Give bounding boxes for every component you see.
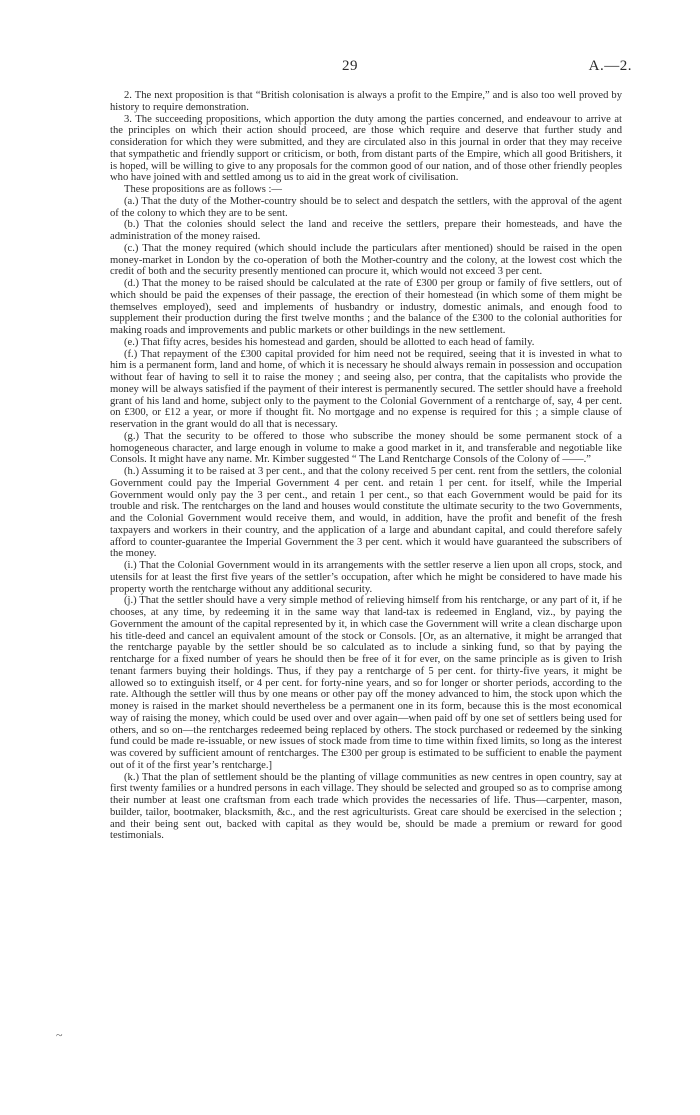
proposition-h: (h.) Assuming it to be raised at 3 per cent., and that the colony received 5 per cent. rent from the settlers, the colonial Government could pay the Imperial Government 4 per cent. and retain 1 per cent. for itself, while the Imperial Government would only pay the 3 per cent., and retain 1 per cent., so that each Government would be paid for its trouble and risk. The rentcharges on the land and houses would constitute the ultimate security to the two Governments, and the Colonial Government would receive them, and would, in addition, have the profit and benefit of the fresh taxpayers and workers in their country, and the application of a large and abundant capital, and could therefore safely afford to counter-guarantee the Imperial Government the 3 per cent. which it would have guaranteed the subscribers of the money. bbox=[110, 466, 622, 560]
proposition-f: (f.) That repayment of the £300 capital provided for him need not be required, seeing that it is invested in what to him is a permanent form, land and home, of which it is necessary he should always remain in possession and occupation without fear of having to sell it to raise the money ; and seeing also, per contra, that the capitalists who provide the money will be always satisfied if the payment of their interest is permanently secured. The settler should have a freehold grant of his land and home, subject only to the payment to the Colonial Government of a rentcharge of, say, 4 per cent. on £300, or £12 a year, or more if thought fit. No mortgage and no expense is required for this ; a simple clause of reservation in the grant would do all that is necessary. bbox=[110, 348, 622, 430]
body-text bbox=[110, 90, 622, 842]
paragraph-3: 3. The succeeding propositions, which apportion the duty among the parties concerned, and endeavour to arrive at the principles on which their action should proceed, are those which require and deserve that further study and consideration for which they were submitted, and they are circulated also in this journal in order that they may receive that sympathetic and friendly support or criticism, or both, from distant parts of the Empire, which all good Britishers, it is hoped, will be willing to give to any proposals for the common good of our nation, and of those other friendly peoples who have joined with and settled among us to aid in the great work of civilisation. bbox=[110, 113, 622, 184]
proposition-b: (b.) That the colonies should select the land and receive the settlers, prepare their homesteads, and have the administration of the money raised. bbox=[110, 219, 622, 242]
proposition-k: (k.) That the plan of settlement should be the planting of village communities as new centres in open country, say at first twenty families or a hundred persons in each village. They should be selected and grouped so as to comprise among their number at least one craftsman from each trade which provides the necessaries of life. Thus—carpenter, mason, builder, tailor, bootmaker, blacksmith, &c., and the rest agriculturists. Great care should be exercised in the selection ; and their being sent out, backed with capital as they would be, should be made a premium or reward for good testimonials. bbox=[110, 771, 622, 842]
paragraph-2: 2. The next proposition is that “British colonisation is always a profit to the Empire,” and is also too well proved by history to require demonstration. bbox=[110, 90, 622, 113]
proposition-a: (a.) That the duty of the Mother-country should be to select and despatch the settlers, with the approval of the agent of the colony to which they are to be sent. bbox=[110, 195, 622, 219]
page-number: 29 bbox=[342, 58, 358, 74]
proposition-e: (e.) That fifty acres, besides his homestead and garden, should be allotted to each head of family. bbox=[124, 336, 535, 348]
page-header bbox=[0, 58, 700, 78]
document-reference: A.—2. bbox=[588, 58, 632, 74]
proposition-d: (d.) That the money to be raised should be calculated at the rate of £300 per group or family of five settlers, out of which should be paid the expenses of their passage, the erection of their homestead (in which some of them might be themselves employed), seed and implements of husbandry or industry, domestic animals, and enough food to supplement their production during the first twelve months ; and the balance of the £300 to the colonial authorities for making roads and improvements and public markets or other buildings in the new settlement. bbox=[110, 278, 622, 336]
proposition-j: (j.) That the settler should have a very simple method of relieving himself from his rentcharge, or any part of it, if he chooses, at any time, by redeeming it in the same way that land-tax is redeemed in England, viz., by paying the Government the amount of the capital represented by it, in which case the Government will write a clean discharge upon his title-deed and cancel an equivalent amount of the stock or Consols. [Or, as an alternative, it might be arranged that the rentcharge payable by the settler should be so calculated as to include a sinking fund, so that by paying the rentcharge for a fixed number of years he should then be free of it for ever, on the same principle as is given to Irish tenant farmers buying their holdings. Thus, if they pay a rentcharge of 5 per cent. for thirty-five years, it might be allowed so to extinguish itself, or 4 per cent. for forty-nine years, and so for longer or shorter periods, according to the rate. Although the settler will thus by one means or other pay off the money advanced to him, the stock upon which the money is raised in the market should nevertheless be a permanent one in its form, because this is the most economical way of raising the money, which could be used over and over again—when paid off by one set of settlers being used for others, and so on—the rentcharges redeemed being replaced by others. The stock purchased or redeemed by the sinking fund could be made re-issuable, or new issues of stock made from time to time within fixed limits, so long as the interest was covered by sufficient amount of rentcharges. The £300 per group is estimated to be sufficient to enable the payment out of it of the first year’s rentcharge.] bbox=[110, 595, 622, 771]
margin-mark: ~ bbox=[56, 1028, 63, 1042]
propositions-intro: These propositions are as follows :— bbox=[124, 184, 282, 195]
proposition-i: (i.) That the Colonial Government would in its arrangements with the settler reserve a lien upon all crops, stock, and utensils for at least the first five years of the settler’s occupation, after which he might be considered to have made his property worth the rentcharge without any additional security. bbox=[110, 560, 622, 595]
proposition-g: (g.) That the security to be offered to those who subscribe the money should be some permanent stock of a homogeneous character, and large enough in volume to make a good market in it, and transferable and negotiable like Consols. It might have any name. Mr. Kimber suggested “ The Land Rentcharge Consols of the Colony of ——.” bbox=[110, 430, 622, 466]
proposition-c: (c.) That the money required (which should include the particulars after mentioned) should be raised in the open money-market in London by the co-operation of both the Mother-country and the colony, at the lowest cost which the credit of both and the security presently mentioned can procure it, which would not exceed 3 per cent. bbox=[110, 242, 622, 278]
